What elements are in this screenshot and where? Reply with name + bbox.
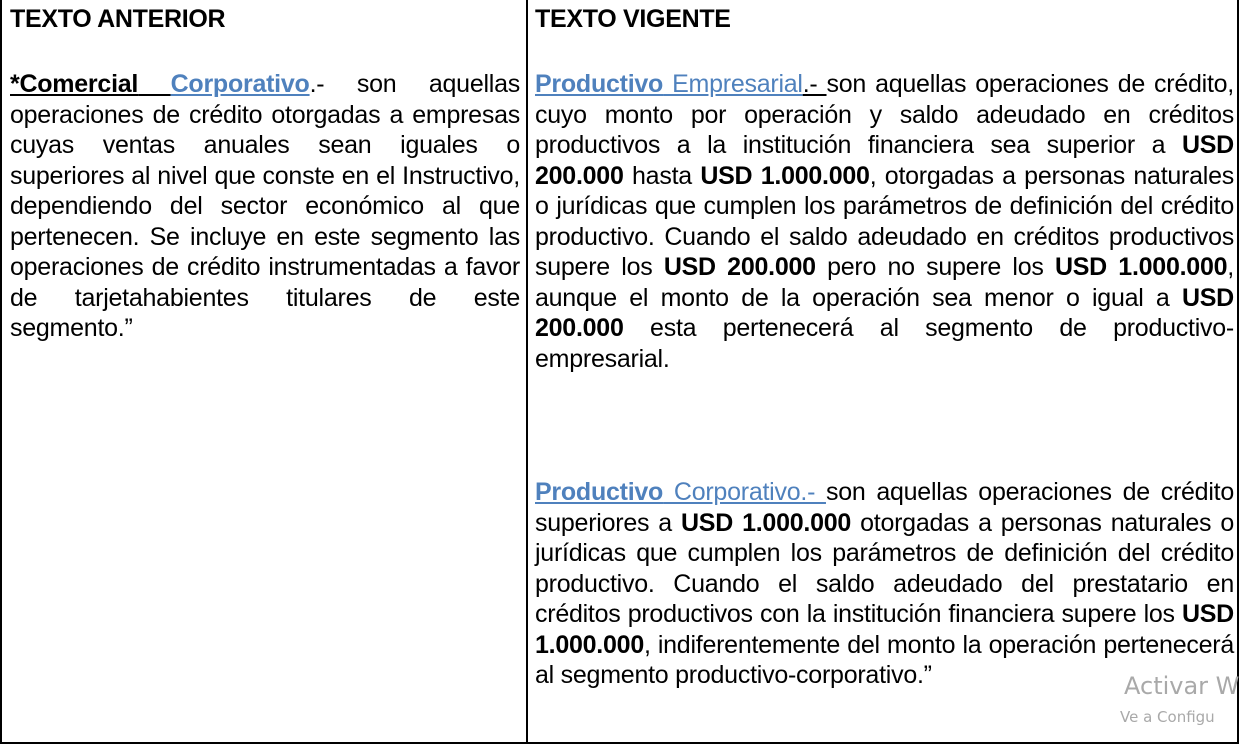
amount: USD 200.000 <box>663 253 816 281</box>
text-segment: esta pertenecerá al segmento de productivo-empresarial. <box>535 314 1234 373</box>
term-comercial: *Comercial <box>10 70 139 98</box>
paragraph-productivo-empresarial <box>535 69 1234 374</box>
text-segment: , otorgadas a personas naturales o jurídicas que cumplen los parámetros de definición del crédito productivo. Cuando el saldo adeudado en créditos productivos supere los <box>535 161 1234 281</box>
term-productivo: Productivo <box>535 478 664 506</box>
amount: USD 1.000.000 <box>535 600 1234 659</box>
term-dash: .- <box>309 70 325 98</box>
header-texto-vigente: TEXTO VIGENTE <box>535 5 731 33</box>
amount: USD 200.000 <box>535 131 1234 190</box>
amount: USD 1.000.000 <box>700 161 870 190</box>
text-segment: , indiferentemente del monto la operación pertenecerá al segmento productivo-corporativo.” <box>535 630 1234 689</box>
term-corporativo: Corporativo <box>170 70 310 98</box>
text-segment: pero no supere los <box>815 253 1055 281</box>
text-segment: son aquellas operaciones de crédito superiores a <box>535 478 1234 537</box>
paragraph-body: son aquellas operaciones de crédito otorgadas a empresas cuyas ventas anuales sean iguales o superiores al nivel que conste en el Instructivo, dependiendo del sector económico al que pertenecen. Se incluye en este segmento las operaciones de crédito instrumentadas a favor de tarjetahabientes titulares de este segmento.” <box>10 70 521 342</box>
term-dash: .- <box>802 70 827 98</box>
amount: USD 1.000.000 <box>680 508 852 537</box>
text-segment: otorgadas a personas naturales o jurídicas que cumplen los parámetros de definición del crédito productivo. Cuando el saldo adeudado del prestatario en créditos productivos con la institución financiera supere los <box>535 508 1234 628</box>
paragraph-comercial-corporativo <box>10 69 520 344</box>
term-empresarial: Empresarial <box>663 70 803 98</box>
amount: USD 1.000.000 <box>1054 253 1228 281</box>
activation-watermark-subtitle: Ve a Configu <box>1120 708 1215 726</box>
term-productivo: Productivo <box>535 70 664 98</box>
column-divider <box>526 0 528 744</box>
term-corporativo: Corporativo.- <box>663 478 826 506</box>
paragraph-productivo-corporativo <box>535 477 1234 691</box>
text-segment: hasta <box>623 161 701 190</box>
text-segment: son aquellas operaciones de crédito, cuyo monto por operación y saldo adeudado en créditos productivos a la institución financiera sea superior a <box>535 70 1235 159</box>
text-segment: , aunque el monto de la operación sea menor o igual a <box>535 253 1234 312</box>
header-texto-anterior: TEXTO ANTERIOR <box>10 5 226 33</box>
activation-watermark-title: Activar W <box>1124 672 1239 700</box>
amount: USD 200.000 <box>535 283 1234 342</box>
